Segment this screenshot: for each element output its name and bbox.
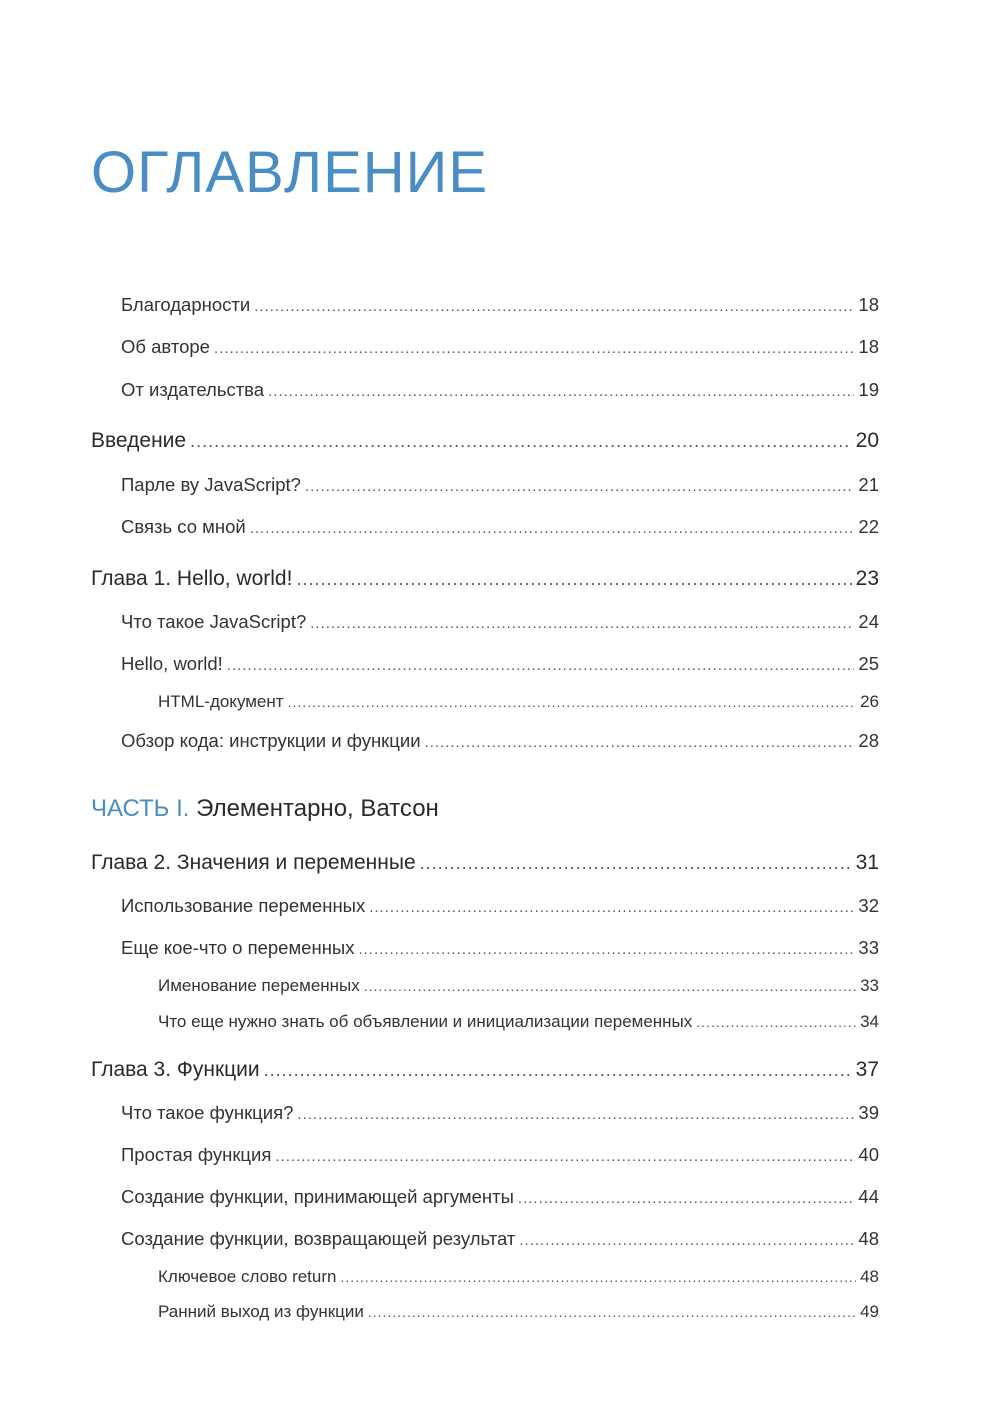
toc-entry-label: От издательства xyxy=(121,379,265,400)
toc-page-number: 23 xyxy=(855,567,879,590)
toc-page-number: 37 xyxy=(855,1058,879,1081)
dot-leader xyxy=(190,431,852,452)
toc-entry-parlez-vous[interactable] xyxy=(121,474,879,496)
toc-entry-declaration-initialization[interactable] xyxy=(158,1012,879,1032)
dot-leader xyxy=(264,1060,852,1081)
dot-leader xyxy=(275,1148,854,1165)
toc-page-number: 33 xyxy=(858,937,879,958)
toc-entry-label: Создание функции, принимающей аргументы xyxy=(121,1186,514,1207)
toc-entry-contact-me[interactable] xyxy=(121,516,879,538)
part-label: ЧАСТЬ I. xyxy=(91,795,190,822)
toc-entry-from-publisher[interactable] xyxy=(121,379,879,401)
toc-entry-label: Глава 3. Функции xyxy=(91,1058,260,1081)
toc-page-number: 20 xyxy=(855,429,879,452)
dot-leader xyxy=(254,298,854,315)
toc-page-number: 48 xyxy=(860,1267,879,1286)
dot-leader xyxy=(420,853,852,874)
toc-page-number: 24 xyxy=(858,611,879,632)
dot-leader xyxy=(425,734,855,751)
dot-leader xyxy=(227,657,855,674)
toc-entry-label: Парле ву JavaScript? xyxy=(121,474,301,495)
toc-entry-naming-variables[interactable] xyxy=(158,976,879,996)
dot-leader xyxy=(297,1106,854,1123)
toc-entry-label: Об авторе xyxy=(121,336,210,357)
toc-entry-what-is-js[interactable] xyxy=(121,611,879,633)
toc-entry-label: Еще кое-что о переменных xyxy=(121,937,355,958)
toc-entry-hello-world[interactable] xyxy=(121,653,879,675)
toc-entry-label: Глава 1. Hello, world! xyxy=(91,567,293,590)
dot-leader xyxy=(296,569,851,590)
toc-entry-label: Введение xyxy=(91,429,187,452)
toc-entry-return-keyword[interactable] xyxy=(158,1267,879,1287)
dot-leader xyxy=(214,340,854,357)
dot-leader xyxy=(288,694,857,710)
toc-page-number: 33 xyxy=(860,976,879,995)
toc-page-number: 18 xyxy=(858,294,879,315)
toc-entry-label: Ранний выход из функции xyxy=(158,1302,364,1321)
toc-entry-label: Глава 2. Значения и переменные xyxy=(91,851,416,874)
toc-entry-early-exit[interactable] xyxy=(158,1302,879,1322)
toc-page-number: 34 xyxy=(860,1012,879,1031)
toc-page-number: 28 xyxy=(858,730,879,751)
toc-page-number: 32 xyxy=(858,895,879,916)
part-name: Элементарно, Ватсон xyxy=(196,795,439,822)
dot-leader xyxy=(364,978,856,994)
part-heading[interactable] xyxy=(91,795,439,823)
toc-entry-label: Обзор кода: инструкции и функции xyxy=(121,730,421,751)
dot-leader xyxy=(358,941,854,958)
toc-page-number: 22 xyxy=(858,516,879,537)
toc-entry-chapter-3[interactable] xyxy=(91,1058,879,1082)
dot-leader xyxy=(305,478,854,495)
dot-leader xyxy=(268,383,854,400)
toc-page-number: 21 xyxy=(858,474,879,495)
toc-entry-label: HTML-документ xyxy=(158,692,284,711)
toc-entry-code-overview[interactable] xyxy=(121,730,879,752)
toc-entry-more-about-variables[interactable] xyxy=(121,937,879,959)
toc-entry-html-document[interactable] xyxy=(158,692,879,712)
toc-entry-acknowledgements[interactable] xyxy=(121,294,879,316)
toc-entry-introduction[interactable] xyxy=(91,429,879,453)
page-title: ОГЛАВЛЕНИЕ xyxy=(91,140,489,205)
toc-entry-label: Благодарности xyxy=(121,294,251,315)
toc-page-number: 49 xyxy=(860,1302,879,1321)
toc-page-number: 26 xyxy=(860,692,879,711)
toc-entry-what-is-function[interactable] xyxy=(121,1102,879,1124)
dot-leader xyxy=(519,1232,854,1249)
toc-entry-label: Связь со мной xyxy=(121,516,246,537)
toc-page-number: 31 xyxy=(855,851,879,874)
toc-page-number: 40 xyxy=(858,1144,879,1165)
toc-page-number: 39 xyxy=(858,1102,879,1123)
dot-leader xyxy=(369,899,854,916)
toc-entry-label: Простая функция xyxy=(121,1144,272,1165)
toc-entry-function-with-arguments[interactable] xyxy=(121,1186,879,1208)
toc-page-number: 18 xyxy=(858,336,879,357)
toc-page-number: 44 xyxy=(858,1186,879,1207)
toc-entry-simple-function[interactable] xyxy=(121,1144,879,1166)
dot-leader xyxy=(250,520,855,537)
toc-entry-label: Создание функции, возвращающей результат xyxy=(121,1228,516,1249)
toc-entry-about-author[interactable] xyxy=(121,336,879,358)
toc-entry-function-returning-result[interactable] xyxy=(121,1228,879,1250)
toc-entry-label: Ключевое слово return xyxy=(158,1267,337,1286)
toc-entry-label: Hello, world! xyxy=(121,653,223,674)
toc-page-number: 48 xyxy=(858,1228,879,1249)
toc-entry-label: Именование переменных xyxy=(158,976,360,995)
toc-page-number: 19 xyxy=(858,379,879,400)
toc-entry-label: Что такое функция? xyxy=(121,1102,294,1123)
dot-leader xyxy=(696,1014,856,1030)
toc-entry-label: Использование переменных xyxy=(121,895,366,916)
toc-entry-chapter-2[interactable] xyxy=(91,851,879,875)
toc-entry-using-variables[interactable] xyxy=(121,895,879,917)
toc-entry-label: Что еще нужно знать об объявлении и инициализации переменных xyxy=(158,1012,693,1031)
dot-leader xyxy=(340,1269,856,1285)
toc-entry-label: Что такое JavaScript? xyxy=(121,611,307,632)
toc-entry-chapter-1[interactable] xyxy=(91,567,879,591)
dot-leader xyxy=(518,1190,855,1207)
dot-leader xyxy=(310,615,854,632)
dot-leader xyxy=(368,1304,856,1320)
toc-page-number: 25 xyxy=(858,653,879,674)
